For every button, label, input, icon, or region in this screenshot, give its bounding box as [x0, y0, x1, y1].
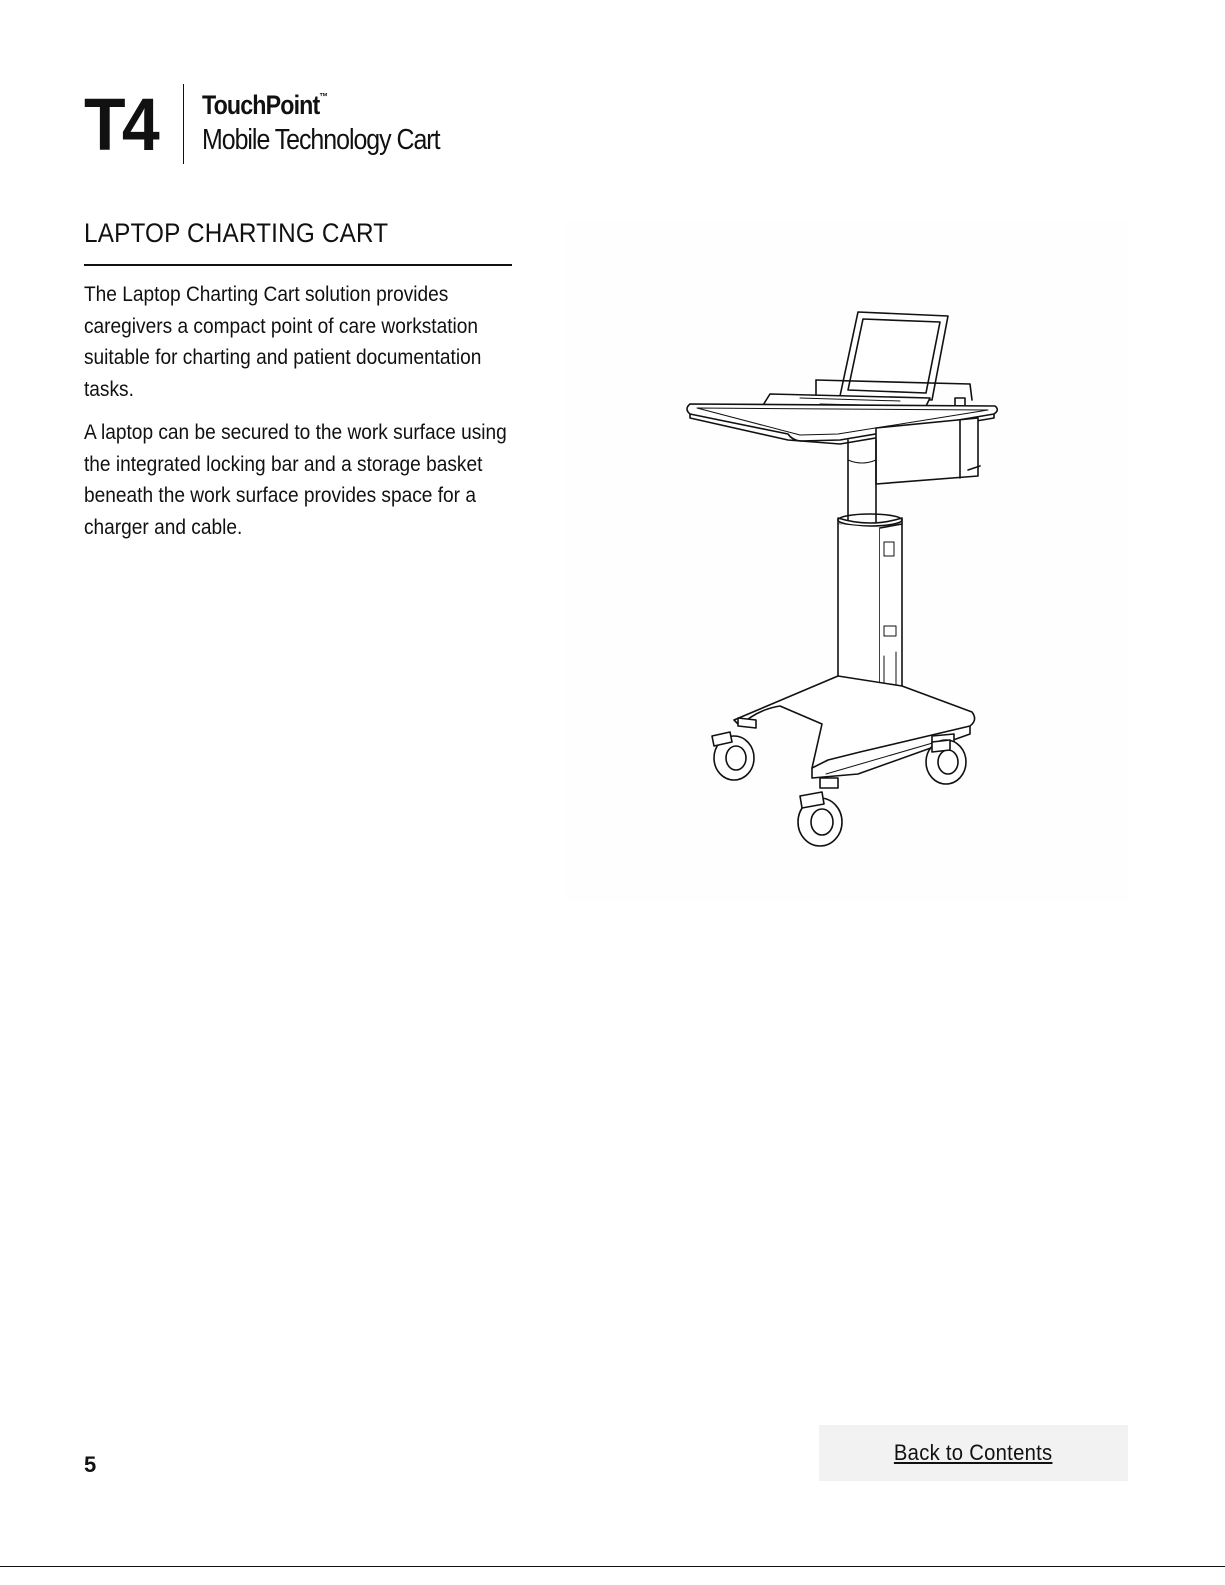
brand-name [202, 90, 328, 121]
laptop-cart-illustration [566, 222, 1128, 902]
section-title: LAPTOP CHARTING CART [84, 218, 389, 248]
brand-subtitle: Mobile Technology Cart [202, 124, 440, 156]
logo-mark: T4 [84, 83, 157, 166]
back-to-contents-button[interactable] [819, 1425, 1128, 1481]
paragraph-intro: The Laptop Charting Cart solution provides caregivers a compact point of care workstation suitable for charting and patient documentation tasks. [84, 283, 482, 401]
title-underline [84, 264, 512, 266]
page-number: 5 [84, 1452, 97, 1477]
section-body [84, 279, 512, 555]
trademark-symbol: ™ [319, 92, 328, 103]
logo-divider [183, 84, 184, 164]
back-to-contents-link[interactable]: Back to Contents [894, 1440, 1053, 1465]
brand-text: TouchPoint [202, 90, 320, 120]
paragraph-details: A laptop can be secured to the work surface using the integrated locking bar and a storage basket beneath the work surface provides space for a charger and cable. [84, 421, 507, 539]
bottom-rule [0, 1566, 1225, 1567]
